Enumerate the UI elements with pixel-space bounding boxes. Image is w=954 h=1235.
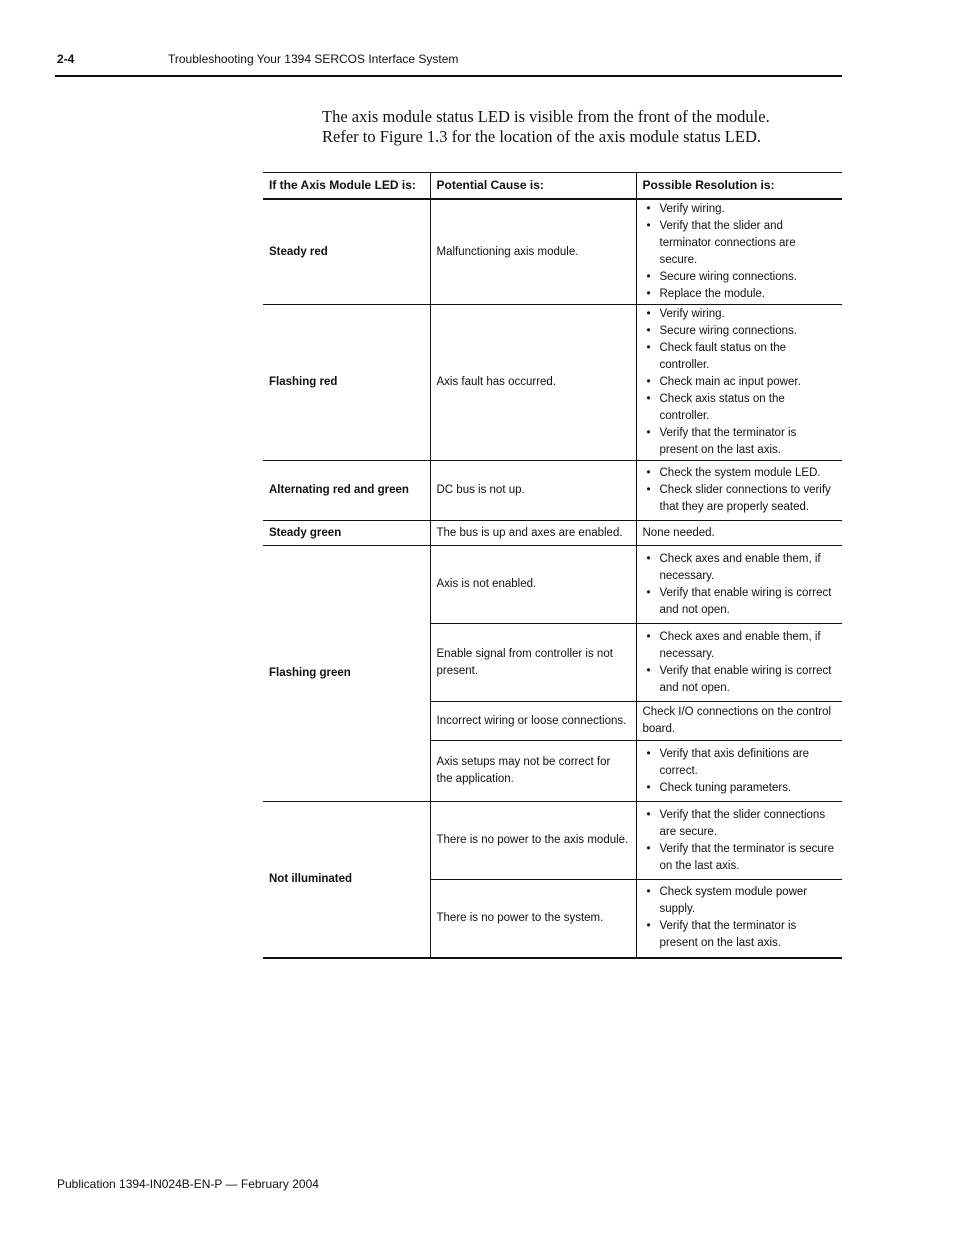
potential-cause: Malfunctioning axis module. <box>430 199 636 305</box>
intro-line-2: Refer to Figure 1.3 for the location of the axis module status LED. <box>322 127 761 146</box>
resolution-list <box>643 884 837 952</box>
resolution-item: • Check tuning parameters. <box>643 780 837 797</box>
possible-resolution <box>636 624 842 702</box>
potential-cause: Incorrect wiring or loose connections. <box>430 702 636 741</box>
resolution-item: • Verify that the terminator is present on the last axis. <box>643 425 837 459</box>
led-condition: Not illuminated <box>263 802 430 958</box>
resolution-item: • Verify wiring. <box>643 201 837 218</box>
resolution-item: • Verify that the slider and terminator connections are secure. <box>643 218 837 269</box>
potential-cause: Enable signal from controller is not present. <box>430 624 636 702</box>
resolution-item: • Check axis status on the controller. <box>643 391 837 425</box>
resolution-list <box>643 807 837 875</box>
resolution-item: • Verify wiring. <box>643 306 837 323</box>
led-condition: Flashing green <box>263 546 430 802</box>
resolution-list <box>643 551 837 619</box>
possible-resolution <box>636 741 842 802</box>
possible-resolution: Check I/O connections on the control board. <box>636 702 842 741</box>
resolution-item: • Secure wiring connections. <box>643 323 837 340</box>
resolution-list <box>643 746 837 797</box>
resolution-list <box>643 201 837 303</box>
led-troubleshooting-table <box>263 172 842 959</box>
resolution-item: • Check system module power supply. <box>643 884 837 918</box>
led-condition: Flashing red <box>263 305 430 461</box>
table-row <box>263 305 842 461</box>
page-number: 2-4 <box>57 52 75 66</box>
led-condition: Steady red <box>263 199 430 305</box>
running-header-title: Troubleshooting Your 1394 SERCOS Interface System <box>168 52 459 66</box>
potential-cause: DC bus is not up. <box>430 461 636 521</box>
resolution-item: • Check main ac input power. <box>643 374 837 391</box>
possible-resolution <box>636 802 842 880</box>
possible-resolution <box>636 880 842 958</box>
resolution-item: • Secure wiring connections. <box>643 269 837 286</box>
resolution-item: • Verify that enable wiring is correct and not open. <box>643 585 837 619</box>
potential-cause: The bus is up and axes are enabled. <box>430 521 636 546</box>
column-header-resolution: Possible Resolution is: <box>636 173 842 200</box>
resolution-item: • Check axes and enable them, if necessary. <box>643 551 837 585</box>
possible-resolution <box>636 461 842 521</box>
possible-resolution <box>636 546 842 624</box>
possible-resolution: None needed. <box>636 521 842 546</box>
table-row <box>263 199 842 305</box>
led-condition: Alternating red and green <box>263 461 430 521</box>
possible-resolution <box>636 305 842 461</box>
publication-footer: Publication 1394-IN024B-EN-P — February 2004 <box>57 1177 319 1191</box>
column-header-cause: Potential Cause is: <box>430 173 636 200</box>
resolution-item: • Verify that enable wiring is correct and not open. <box>643 663 837 697</box>
potential-cause: There is no power to the system. <box>430 880 636 958</box>
resolution-list <box>643 629 837 697</box>
column-header-led: If the Axis Module LED is: <box>263 173 430 200</box>
table-row <box>263 802 842 880</box>
table-row <box>263 546 842 624</box>
potential-cause: Axis is not enabled. <box>430 546 636 624</box>
resolution-list <box>643 465 837 516</box>
resolution-item: • Verify that axis definitions are correct. <box>643 746 837 780</box>
table-row <box>263 521 842 546</box>
table-header-row <box>263 173 842 200</box>
resolution-item: • Verify that the terminator is present on the last axis. <box>643 918 837 952</box>
potential-cause: Axis setups may not be correct for the application. <box>430 741 636 802</box>
table-body <box>263 199 842 958</box>
resolution-item: • Replace the module. <box>643 286 837 303</box>
potential-cause: Axis fault has occurred. <box>430 305 636 461</box>
header-rule <box>55 75 842 77</box>
intro-paragraph <box>322 107 842 147</box>
led-condition: Steady green <box>263 521 430 546</box>
resolution-item: • Check axes and enable them, if necessary. <box>643 629 837 663</box>
possible-resolution <box>636 199 842 305</box>
intro-line-1: The axis module status LED is visible from the front of the module. <box>322 107 770 126</box>
resolution-item: • Check fault status on the controller. <box>643 340 837 374</box>
resolution-item: • Verify that the slider connections are secure. <box>643 807 837 841</box>
table-row <box>263 461 842 521</box>
resolution-item: • Check the system module LED. <box>643 465 837 482</box>
potential-cause: There is no power to the axis module. <box>430 802 636 880</box>
resolution-item: • Check slider connections to verify that they are properly seated. <box>643 482 837 516</box>
resolution-list <box>643 306 837 459</box>
resolution-item: • Verify that the terminator is secure on the last axis. <box>643 841 837 875</box>
